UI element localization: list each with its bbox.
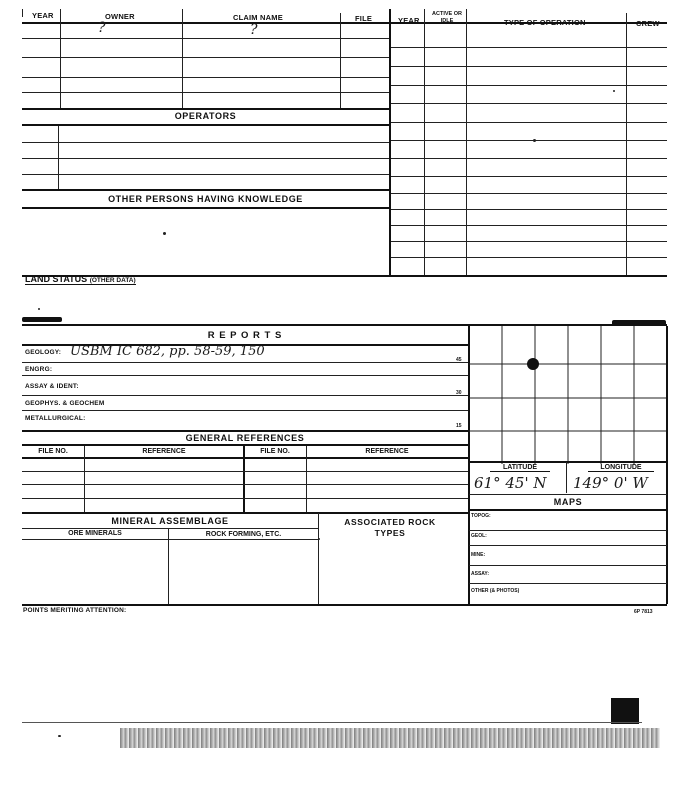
general-references-title: GENERAL REFERENCES [185,433,305,443]
mineral-assemblage-title: MINERAL ASSEMBLAGE [111,516,229,526]
points-meriting-attention: POINTS MERITING ATTENTION: [23,607,127,614]
mineral-assemblage-line [22,528,318,529]
rock-forming-header: ROCK FORMING, ETC. [205,531,282,538]
mineral-col-line [168,528,169,604]
reports-bottom-line [22,430,468,432]
margin-45: 45 [456,357,462,363]
claims-claim-name-header: CLAIM NAME [233,13,283,22]
other-persons-title: OTHER PERSONS HAVING KNOWLEDGE [108,194,303,204]
ore-minerals-header: ORE MINERALS [68,530,122,537]
operators-bottom-line [22,189,389,191]
mineral-header-line [22,539,318,540]
speck [318,538,320,540]
claims-file-header: FILE [355,14,373,23]
ops-active-idle-header: ACTIVE OR IDLE [432,11,462,24]
speck [58,735,61,737]
ops-row-line [391,85,667,86]
ops-row-line [391,209,667,210]
reports-title: R E P O R T S [207,330,283,341]
margin-15: 15 [456,423,462,429]
associated-rock-types-title: ASSOCIATED ROCK TYPES [344,517,436,538]
ops-col-line-3 [626,13,627,276]
ops-type-header: TYPE OF OPERATION [504,18,586,27]
operators-title: OPERATORS [174,111,237,121]
longitude-label: LONGITUDE [588,464,654,472]
operators-line [22,124,389,126]
claims-bottom-line [22,108,389,110]
gen-ref-reference-1: REFERENCE [142,448,186,455]
other-persons-line [22,207,389,209]
gen-ref-reference-2: REFERENCE [365,448,409,455]
associated-left-line [318,513,319,604]
ops-row-line [391,103,667,104]
ops-row-line [391,176,667,177]
location-grid [469,326,667,464]
grid-right-border [666,326,668,604]
scan-artifact-band [120,728,660,748]
divider-main [389,9,391,276]
ops-row-line [391,257,667,258]
ops-row-line [391,140,667,141]
maps-mine-label: MINE: [471,552,486,558]
assay-ident-label: ASSAY & IDENT: [25,383,79,390]
ops-year-header: YEAR [398,16,420,25]
maps-line [469,509,667,511]
metallurgical-label: METALLURGICAL: [25,415,86,422]
ops-col-line-1 [424,9,425,276]
gen-ref-col-line-mid [243,446,245,512]
land-status-title: LAND STATUS [25,274,88,284]
claims-row-line [22,92,389,93]
maps-topog-label: TOPOG: [471,513,491,519]
operators-row-line [22,174,389,175]
maps-assay-label: ASSAY: [471,571,490,577]
claims-row-line [22,77,389,78]
ops-row-line [391,47,667,48]
form-number: 6P 7813 [634,609,653,615]
gen-ref-header-line [22,457,468,459]
claims-col-line-3 [340,13,341,109]
speck [613,90,615,92]
maps-row-line [469,530,667,531]
geology-label: GEOLOGY: [25,349,62,356]
ops-row-line [391,158,667,159]
operators-row-line [22,158,389,159]
claims-col-line-2 [182,9,183,109]
reports-row-line [22,410,468,411]
location-dot [527,358,539,370]
claims-col-line-1 [60,9,61,109]
margin-30: 30 [456,390,462,396]
lat-long-divider [566,462,567,493]
maps-other-label: OTHER (& PHOTOS) [471,588,520,594]
longitude-value: 149° 0' W [573,474,648,492]
maps-geol-label: GEOL: [471,533,487,539]
ops-row-line [391,193,667,194]
ops-row-line [391,241,667,242]
reports-row-line [22,375,468,376]
land-status-sub: (OTHER DATA) [89,277,136,284]
ops-row-line [391,66,667,67]
grid-bottom-line [469,461,667,463]
land-status-label [25,274,136,285]
gen-ref-bottom-line [22,512,468,514]
claims-owner-header: OWNER [105,12,135,21]
gen-ref-file-no-2: FILE NO. [260,448,290,455]
general-references-line [22,444,468,446]
claims-row-line [22,38,389,39]
geology-value: USBM IC 682, pp. 58-59, 150 [70,344,265,359]
operators-row-line [22,142,389,143]
reports-row-line [22,362,468,363]
claims-row-line [22,57,389,58]
middle-bottom-border [22,604,667,606]
scan-artifact-line [22,722,642,723]
gen-ref-row-line [22,498,468,499]
latitude-value: 61° 45' N [474,474,547,492]
lat-long-bottom-line [469,494,667,495]
reports-row-line [22,395,468,396]
claims-owner-entry: ? [98,20,106,36]
speck [38,308,40,310]
section-mark-left [22,317,62,322]
ops-row-line [391,122,667,123]
maps-row-line [469,545,667,546]
engrg-label: ENGRG: [25,366,53,373]
claims-left-edge [22,9,23,17]
gen-ref-row-line [22,484,468,485]
ops-row-line [391,225,667,226]
latitude-label: LATITUDE [490,464,550,472]
gen-ref-file-no-1: FILE NO. [38,448,68,455]
claims-claim-name-entry: ? [250,22,258,38]
ops-crew-header: CREW [636,19,660,28]
claims-year-header: YEAR [32,11,54,20]
ops-col-line-2 [466,9,467,276]
scan-artifact-block [611,698,639,724]
gen-ref-col-line [84,446,85,512]
speck [163,232,166,235]
speck [533,139,536,142]
geophys-label: GEOPHYS. & GEOCHEM [25,400,105,407]
maps-row-line [469,565,667,566]
maps-title: MAPS [553,497,583,507]
gen-ref-col-line [306,446,307,512]
gen-ref-row-line [22,471,468,472]
maps-row-line [469,583,667,584]
